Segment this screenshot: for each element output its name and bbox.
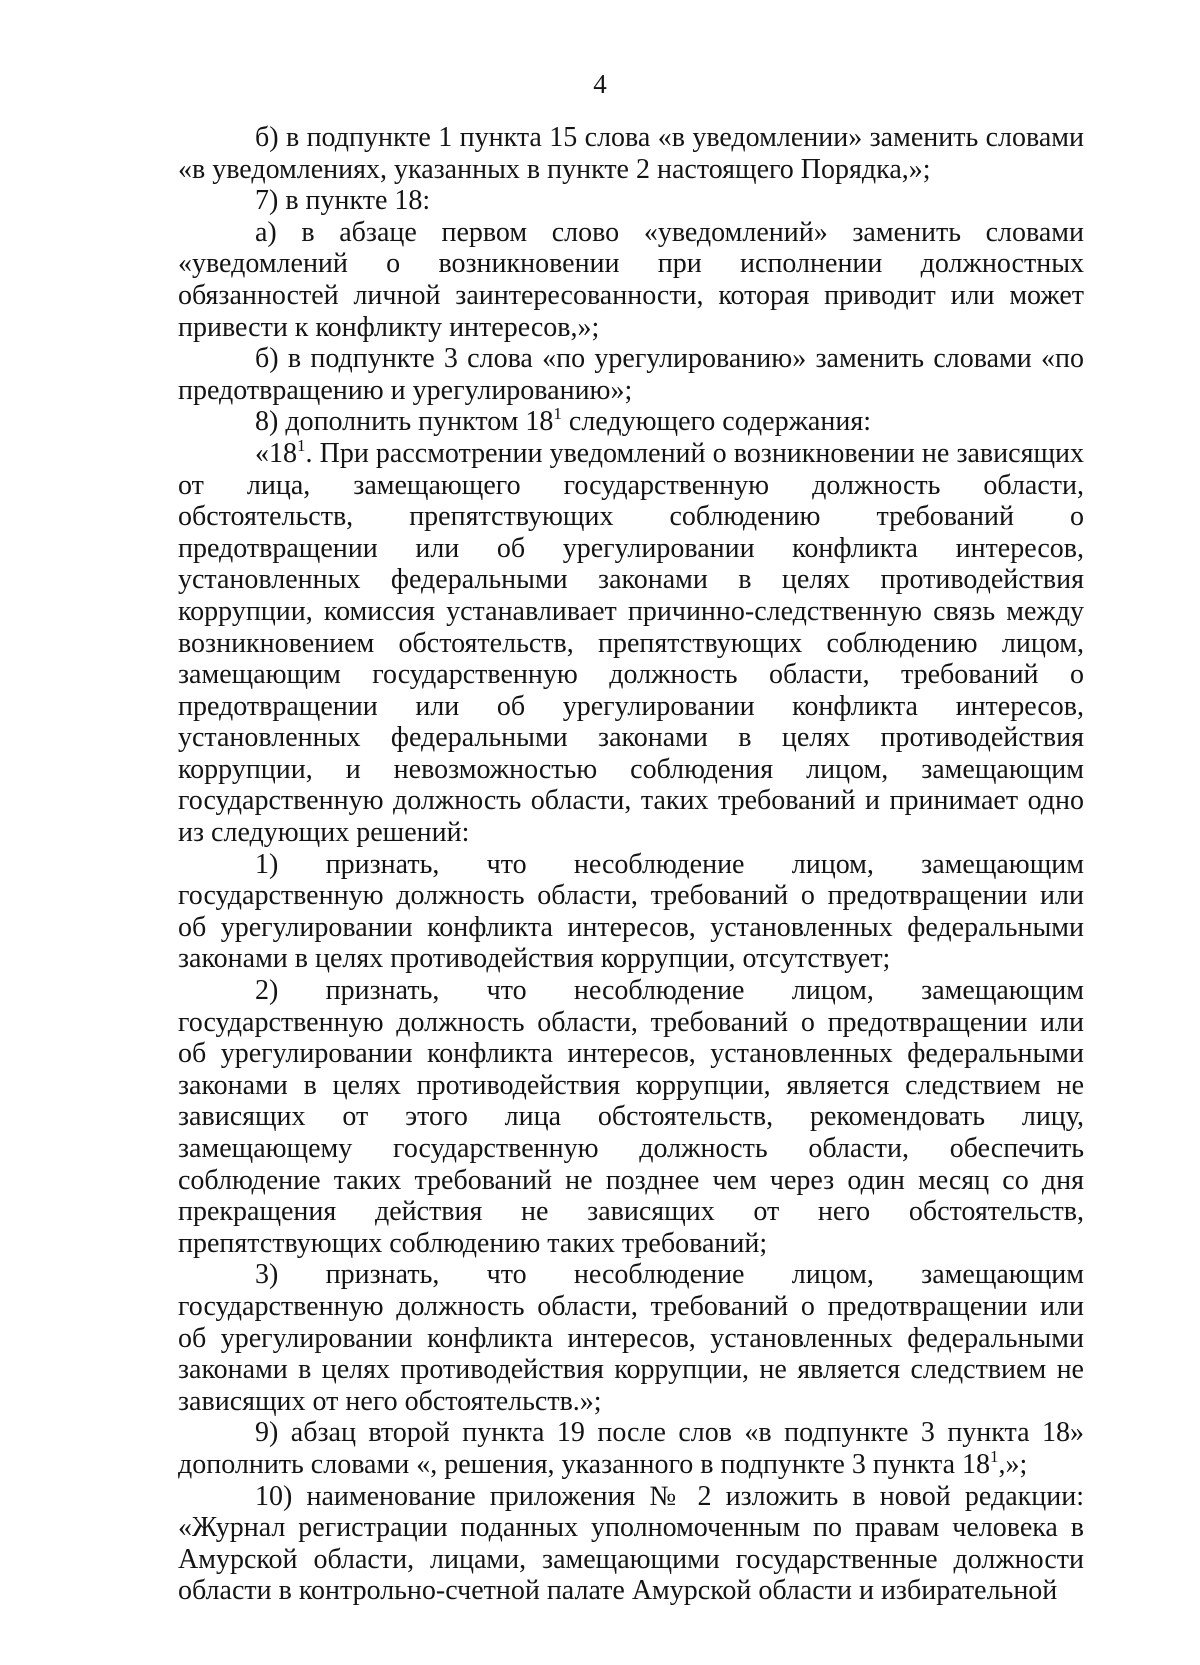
- paragraph-6b: б) в подпункте 1 пункта 15 слова «в уведомлении» заменить словами «в уведомлениях, указанных в пункте 2 настоящего Порядка,»;: [178, 122, 1084, 185]
- paragraph-18-1: [178, 435, 1084, 849]
- superscript: 1: [553, 404, 562, 424]
- paragraph-9-text-end: ,»;: [998, 1448, 1028, 1480]
- decision-1: 1) признать, что несоблюдение лицом, замещающим государственную должность области, требований о предотвращении или об урегулировании конфликта интересов, установленных федеральными законами в целях противодействия коррупции, отсутствует;: [178, 848, 1084, 975]
- paragraph-7a: а) в абзаце первом слово «уведомлений» заменить словами «уведомлений о возникновении при исполнении должностных обязанностей личной заинтересованности, которая приводит или может привести к конфликту интересов,»;: [178, 216, 1084, 343]
- document-body: [178, 122, 1084, 1607]
- paragraph-8-text-end: следующего содержания:: [561, 406, 871, 438]
- paragraph-7b: б) в подпункте 3 слова «по урегулированию» заменить словами «по предотвращению и урегулированию»;: [178, 343, 1084, 406]
- paragraph-9-text: 9) абзац второй пункта 19 после слов «в подпункте 3 пункта 18» дополнить словами «, решения, указанного в подпункте 3 пункта 18: [178, 1417, 1084, 1480]
- paragraph-8: [178, 406, 1084, 438]
- paragraph-8-text: 8) дополнить пунктом 18: [255, 406, 554, 438]
- superscript: 1: [297, 435, 306, 455]
- paragraph-7: 7) в пункте 18:: [255, 185, 431, 217]
- page-number: 4: [593, 69, 607, 99]
- paragraph-18-1-text: «18: [255, 437, 297, 469]
- decision-3: 3) признать, что несоблюдение лицом, замещающим государственную должность области, требований о предотвращении или об урегулировании конфликта интересов, установленных федеральными законами в целях противодействия коррупции, не является следствием не зависящих от него обстоятельств.»;: [178, 1259, 1084, 1417]
- paragraph-9: [178, 1417, 1084, 1480]
- superscript: 1: [990, 1446, 999, 1466]
- paragraph-18-1-text-end: . При рассмотрении уведомлений о возникновении не зависящих от лица, замещающего государственную должность области, обстоятельств, препятствующих соблюдению требований о предотвращении или об урегулировании конфликта интересов, установленных федеральными законами в целях противодействия коррупции, комиссия устанавливает причинно-следственную связь между возникновением обстоятельств, препятствующих соблюдению лицом, замещающим государственную должность области, требований о предотвращении или об урегулировании конфликта интересов, установленных федеральными законами в целях противодействия коррупции, и невозможностью соблюдения лицом, замещающим государственную должность области, таких требований и принимает одно из следующих решений:: [178, 437, 1084, 849]
- paragraph-10: 10) наименование приложения № 2 изложить в новой редакции: «Журнал регистрации поданных уполномоченным по правам человека в Амурской области, лицами, замещающими государственные должности области в контрольно-счетной палате Амурской области и избирательной: [178, 1480, 1084, 1607]
- decision-2: 2) признать, что несоблюдение лицом, замещающим государственную должность области, требований о предотвращении или об урегулировании конфликта интересов, установленных федеральными законами в целях противодействия коррупции, является следствием не зависящих от этого лица обстоятельств, рекомендовать лицу, замещающему государственную должность области, обеспечить соблюдение таких требований не позднее чем через один месяц со дня прекращения действия не зависящих от него обстоятельств, препятствующих соблюдению таких требований;: [178, 975, 1084, 1259]
